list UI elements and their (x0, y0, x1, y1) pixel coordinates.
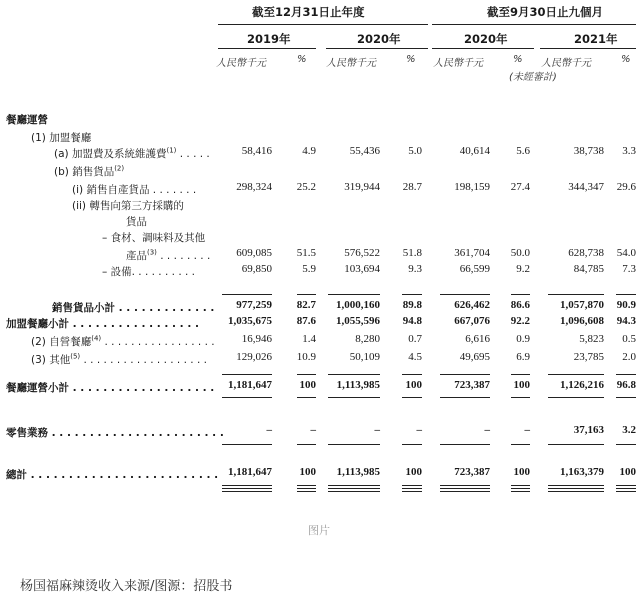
amount-cell: 1,057,870 (560, 299, 604, 311)
amount-cell: 298,324 (236, 181, 272, 193)
col-label-rmb-2: 人民幣千元 (326, 58, 376, 69)
table-rule (402, 488, 422, 489)
table-rule (297, 374, 316, 375)
table-rule (548, 491, 604, 492)
amount-cell: – (374, 424, 380, 436)
row-label-text: 總計 (6, 469, 27, 481)
table-rule (440, 488, 490, 489)
amount-cell: 1,181,647 (228, 379, 272, 391)
row-label-text: 餐廳運營小計 (6, 382, 69, 394)
percent-cell: 4.9 (302, 145, 316, 157)
table-rule (222, 397, 272, 398)
rule-c (402, 294, 422, 295)
table-rule (328, 488, 380, 489)
percent-cell: 25.2 (296, 181, 316, 193)
footnote-ref: (4) (91, 334, 102, 343)
row-label-text: (ii) 轉售向第三方採購的 (72, 200, 184, 212)
amount-cell: 58,416 (241, 145, 272, 157)
percent-cell: – (310, 424, 316, 436)
percent-cell: 6.9 (516, 351, 530, 363)
table-rule (297, 491, 316, 492)
col-label-pct-1: % (297, 54, 307, 65)
amount-cell: 198,159 (454, 181, 490, 193)
amount-cell: 38,738 (573, 145, 604, 157)
percent-cell: 9.2 (516, 263, 530, 275)
row-label (126, 248, 210, 263)
table-rule (511, 485, 530, 486)
table-rule (616, 397, 636, 398)
table-rule (511, 444, 530, 445)
table-rule (328, 491, 380, 492)
row-label-text: 零售業務 (6, 427, 48, 439)
rule-b (328, 294, 380, 295)
percent-cell: 2.0 (622, 351, 636, 363)
table-rule (548, 397, 604, 398)
amount-cell: 1,096,608 (560, 315, 604, 327)
dot-leader: . . . . . . . . . . . . . . . . . (101, 336, 215, 348)
dot-leader: . . . . . . . . (156, 250, 211, 262)
year-2019: 2019年 (247, 32, 291, 46)
amount-cell: 1,000,160 (336, 299, 380, 311)
amount-cell: 723,387 (454, 379, 490, 391)
table-rule (616, 491, 636, 492)
table-rule (616, 488, 636, 489)
percent-cell: 100 (299, 379, 316, 391)
period-header-nine-months: 截至9月30日止九個月 (487, 5, 604, 19)
row-label (126, 214, 147, 229)
table-rule (440, 397, 490, 398)
percent-cell: 100 (405, 466, 422, 478)
percent-cell: 0.9 (516, 333, 530, 345)
row-label (6, 112, 48, 127)
header-rule-nine-months (432, 24, 636, 25)
year-rule-2019 (218, 48, 316, 49)
row-label (72, 198, 184, 213)
col-label-pct-4: % (621, 54, 631, 65)
amount-cell: 103,694 (344, 263, 380, 275)
percent-cell: 4.5 (408, 351, 422, 363)
rule-f (548, 294, 604, 295)
unaudited-note: (未經審計) (509, 72, 557, 83)
table-rule (511, 488, 530, 489)
amount-cell: 1,055,596 (336, 315, 380, 327)
table-rule (328, 485, 380, 486)
table-rule (222, 485, 272, 486)
rule-a (297, 294, 316, 295)
percent-cell: 10.9 (296, 351, 316, 363)
percent-cell: 3.3 (622, 145, 636, 157)
row-label-text: (2) 自營餐廳 (31, 336, 92, 348)
footnote-ref: (2) (114, 164, 125, 173)
percent-cell: 100 (513, 466, 530, 478)
percent-cell: 5.6 (516, 145, 530, 157)
row-label (6, 467, 218, 482)
table-rule (297, 397, 316, 398)
amount-cell: 1,163,379 (560, 466, 604, 478)
amount-cell: 628,738 (568, 247, 604, 259)
amount-cell: 16,946 (241, 333, 272, 345)
rule-before-goods-subtotal (222, 294, 272, 295)
row-label (31, 334, 215, 349)
table-rule (297, 444, 316, 445)
row-label-text: 加盟餐廳小計 (6, 318, 69, 330)
percent-cell: 3.2 (622, 424, 636, 436)
dot-leader: . . . . . . . . . . . . . (115, 302, 215, 314)
percent-cell: 94.3 (616, 315, 636, 327)
amount-cell: 69,850 (241, 263, 272, 275)
percent-cell: 89.8 (402, 299, 422, 311)
table-rule (511, 397, 530, 398)
percent-cell: 29.6 (616, 181, 636, 193)
amount-cell: 361,704 (454, 247, 490, 259)
table-rule (402, 444, 422, 445)
percent-cell: 27.4 (510, 181, 530, 193)
amount-cell: 977,259 (236, 299, 272, 311)
table-rule (616, 374, 636, 375)
percent-cell: 9.3 (408, 263, 422, 275)
table-rule (616, 444, 636, 445)
amount-cell: 23,785 (573, 351, 604, 363)
amount-cell: 8,280 (355, 333, 380, 345)
row-label-text: (3) 其他 (31, 354, 71, 366)
percent-cell: 28.7 (402, 181, 422, 193)
amount-cell: 344,347 (568, 181, 604, 193)
percent-cell: 0.5 (622, 333, 636, 345)
amount-cell: 50,109 (349, 351, 380, 363)
percent-cell: 51.8 (402, 247, 422, 259)
row-label (6, 316, 199, 331)
col-label-pct-2: % (406, 54, 416, 65)
row-label-text: – 設備 (102, 266, 132, 278)
dot-leader: . . . . . (176, 148, 210, 160)
dot-leader: . . . . . . . . . . (131, 266, 196, 278)
table-rule (328, 374, 380, 375)
table-rule (548, 444, 604, 445)
percent-cell: 100 (299, 466, 316, 478)
row-label (31, 130, 91, 145)
amount-cell: 55,436 (349, 145, 380, 157)
percent-cell: – (416, 424, 422, 436)
rule-g (616, 294, 636, 295)
dot-leader: . . . . . . . . . . . . . . . . . (69, 318, 199, 330)
table-rule (402, 485, 422, 486)
amount-cell: – (266, 424, 272, 436)
col-label-rmb-1: 人民幣千元 (216, 58, 266, 69)
table-rule (440, 485, 490, 486)
percent-cell: 86.6 (510, 299, 530, 311)
table-rule (548, 488, 604, 489)
rule-d (440, 294, 490, 295)
row-label-text: (a) 加盟費及系統維護費 (54, 148, 167, 160)
percent-cell: 54.0 (616, 247, 636, 259)
table-rule (440, 491, 490, 492)
row-label (52, 300, 214, 315)
percent-cell: 92.2 (510, 315, 530, 327)
year-rule-2020b (432, 48, 534, 49)
amount-cell: 609,085 (236, 247, 272, 259)
footnote-ref: (3) (147, 248, 157, 257)
row-label (54, 146, 210, 161)
row-label (31, 352, 207, 367)
amount-cell: 1,126,216 (560, 379, 604, 391)
footnote-ref: (1) (166, 146, 177, 155)
percent-cell: 5.9 (302, 263, 316, 275)
row-label-text: 產品 (126, 250, 147, 262)
dot-leader: . . . . . . . . . . . . . . . . . . . (80, 354, 207, 366)
percent-cell: 100 (619, 466, 636, 478)
figure-caption: 图片 (308, 524, 330, 537)
percent-cell: – (524, 424, 530, 436)
percent-cell: 50.0 (510, 247, 530, 259)
amount-cell: – (484, 424, 490, 436)
amount-cell: 626,462 (454, 299, 490, 311)
table-rule (548, 485, 604, 486)
percent-cell: 96.8 (616, 379, 636, 391)
table-rule (511, 491, 530, 492)
amount-cell: 667,076 (454, 315, 490, 327)
header-rule-annual (218, 24, 428, 25)
table-rule (402, 491, 422, 492)
table-rule (222, 374, 272, 375)
table-rule (511, 374, 530, 375)
percent-cell: 7.3 (622, 263, 636, 275)
table-rule (328, 397, 380, 398)
percent-cell: 0.7 (408, 333, 422, 345)
table-rule (222, 488, 272, 489)
amount-cell: 40,614 (459, 145, 490, 157)
year-rule-2021 (540, 48, 636, 49)
dot-leader: . . . . . . . . . . . . . . . . . . . . . . . . . (27, 469, 219, 481)
amount-cell: 129,026 (236, 351, 272, 363)
amount-cell: 84,785 (573, 263, 604, 275)
percent-cell: 94.8 (402, 315, 422, 327)
table-rule (548, 374, 604, 375)
table-rule (222, 491, 272, 492)
period-header-annual: 截至12月31日止年度 (252, 5, 365, 19)
row-label (6, 425, 224, 440)
amount-cell: 37,163 (573, 424, 604, 436)
table-rule (402, 397, 422, 398)
col-label-rmb-3: 人民幣千元 (433, 58, 483, 69)
year-2021: 2021年 (574, 32, 618, 46)
table-rule (440, 374, 490, 375)
percent-cell: 100 (513, 379, 530, 391)
dot-leader: . . . . . . . . . . . . . . . . . . . . . . . (48, 427, 224, 439)
percent-cell: 87.6 (296, 315, 316, 327)
percent-cell: 100 (405, 379, 422, 391)
table-rule (402, 374, 422, 375)
amount-cell: 723,387 (454, 466, 490, 478)
footnote-ref: (5) (70, 352, 81, 361)
year-2020-nine-months: 2020年 (464, 32, 508, 46)
row-label (102, 264, 195, 279)
percent-cell: 90.9 (616, 299, 636, 311)
table-rule (297, 488, 316, 489)
amount-cell: 66,599 (459, 263, 490, 275)
source-text: 杨国福麻辣烫收入来源/图源：招股书 (20, 579, 233, 594)
percent-cell: 82.7 (296, 299, 316, 311)
row-label-text: 貨品 (126, 216, 147, 228)
row-label-text: – 食材、調味料及其他 (102, 232, 206, 244)
amount-cell: 319,944 (344, 181, 380, 193)
row-label-text: (i) 銷售自產貨品 (72, 184, 150, 196)
row-label (72, 182, 196, 197)
row-label-text: 銷售貨品小計 (52, 302, 115, 314)
table-rule (222, 444, 272, 445)
table-rule (328, 444, 380, 445)
row-label-text: (b) 銷售貨品 (54, 166, 115, 178)
dot-leader: . . . . . . . (149, 184, 197, 196)
amount-cell: 1,113,985 (336, 466, 380, 478)
amount-cell: 5,823 (579, 333, 604, 345)
amount-cell: 1,113,985 (336, 379, 380, 391)
year-2020-annual: 2020年 (357, 32, 401, 46)
row-label (54, 164, 124, 179)
table-rule (440, 444, 490, 445)
table-rule (616, 485, 636, 486)
row-label (6, 380, 214, 395)
col-label-pct-3: % (513, 54, 523, 65)
percent-cell: 1.4 (302, 333, 316, 345)
year-rule-2020a (326, 48, 428, 49)
row-label-text: 餐廳運營 (6, 114, 48, 126)
amount-cell: 6,616 (465, 333, 490, 345)
row-label-text: (1) 加盟餐廳 (31, 132, 92, 144)
table-rule (297, 485, 316, 486)
amount-cell: 1,181,647 (228, 466, 272, 478)
amount-cell: 576,522 (344, 247, 380, 259)
row-label (102, 230, 205, 245)
amount-cell: 49,695 (459, 351, 490, 363)
percent-cell: 51.5 (296, 247, 316, 259)
rule-e (511, 294, 530, 295)
percent-cell: 5.0 (408, 145, 422, 157)
dot-leader: . . . . . . . . . . . . . . . . . . . (69, 382, 215, 394)
col-label-rmb-4: 人民幣千元 (541, 58, 591, 69)
amount-cell: 1,035,675 (228, 315, 272, 327)
